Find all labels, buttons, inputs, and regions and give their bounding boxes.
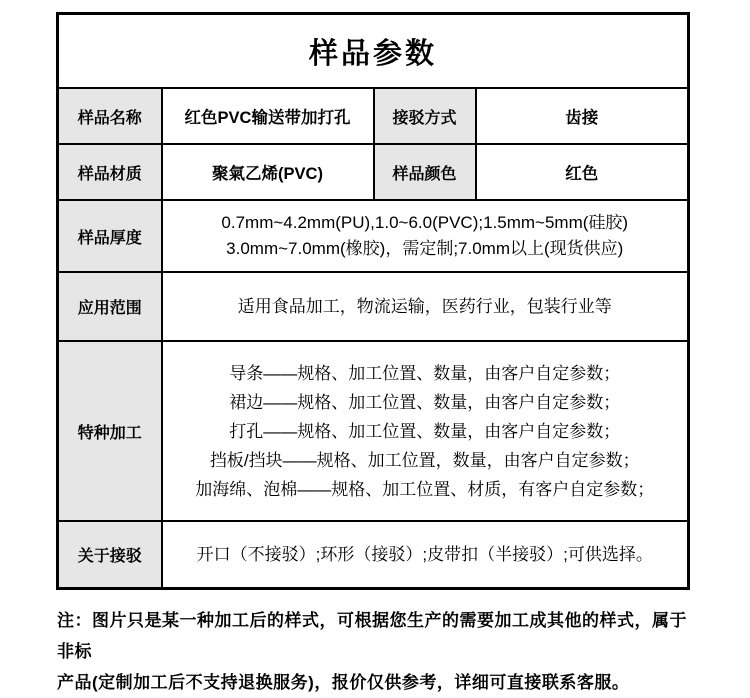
thickness-line: 3.0mm~7.0mm(橡胶)，需定制;7.0mm以上(现货供应) — [226, 239, 624, 258]
row-special-processing — [58, 341, 689, 521]
row-application — [58, 272, 689, 341]
value-sample-color: 红色 — [476, 144, 689, 200]
special-processing-line: 挡板/挡块——规格、加工位置，数量，由客户自定参数； — [209, 450, 640, 470]
value-application-range: 适用食品加工，物流运输，医药行业，包装行业等 — [162, 272, 689, 341]
value-special-processing — [162, 341, 689, 521]
value-sample-thickness — [162, 200, 689, 272]
label-sample-name: 样品名称 — [58, 88, 162, 144]
label-joint-method: 接驳方式 — [374, 88, 476, 144]
label-sample-material: 样品材质 — [58, 144, 162, 200]
value-joint-info: 开口（不接驳）;环形（接驳）;皮带扣（半接驳）;可供选择。 — [162, 521, 689, 589]
row-name-joint — [58, 88, 689, 144]
row-material-color — [58, 144, 689, 200]
row-joint-info — [58, 521, 689, 589]
special-processing-line: 裙边——规格、加工位置、数量，由客户自定参数； — [229, 392, 621, 412]
value-sample-name: 红色PVC输送带加打孔 — [162, 88, 374, 144]
special-processing-line: 加海绵、泡棉——规格、加工位置、材质，有客户自定参数； — [195, 479, 655, 499]
value-joint-method: 齿接 — [476, 88, 689, 144]
thickness-line: 0.7mm~4.2mm(PU),1.0~6.0(PVC);1.5mm~5mm(硅胶) — [221, 213, 629, 232]
sample-parameters-table — [56, 12, 690, 590]
footnote-line: 产品(定制加工后不支持退换服务)，报价仅供参考，详细可直接联系客服。 — [57, 673, 630, 692]
special-processing-line: 打孔——规格、加工位置、数量，由客户自定参数； — [229, 421, 621, 441]
title-row — [58, 14, 689, 89]
label-joint-info: 关于接驳 — [58, 521, 162, 589]
label-sample-thickness: 样品厚度 — [58, 200, 162, 272]
page-title: 样品参数 — [58, 14, 689, 89]
footnote-line: 注：图片只是某一种加工后的样式，可根据您生产的需要加工成其他的样式，属于非标 — [57, 611, 687, 661]
footnote — [57, 605, 697, 698]
label-application-range: 应用范围 — [58, 272, 162, 341]
special-processing-line: 导条——规格、加工位置、数量，由客户自定参数； — [229, 363, 621, 383]
value-sample-material: 聚氣乙烯(PVC) — [162, 144, 374, 200]
row-thickness — [58, 200, 689, 272]
label-special-processing: 特种加工 — [58, 341, 162, 521]
spec-sheet — [56, 12, 697, 698]
label-sample-color: 样品颜色 — [374, 144, 476, 200]
